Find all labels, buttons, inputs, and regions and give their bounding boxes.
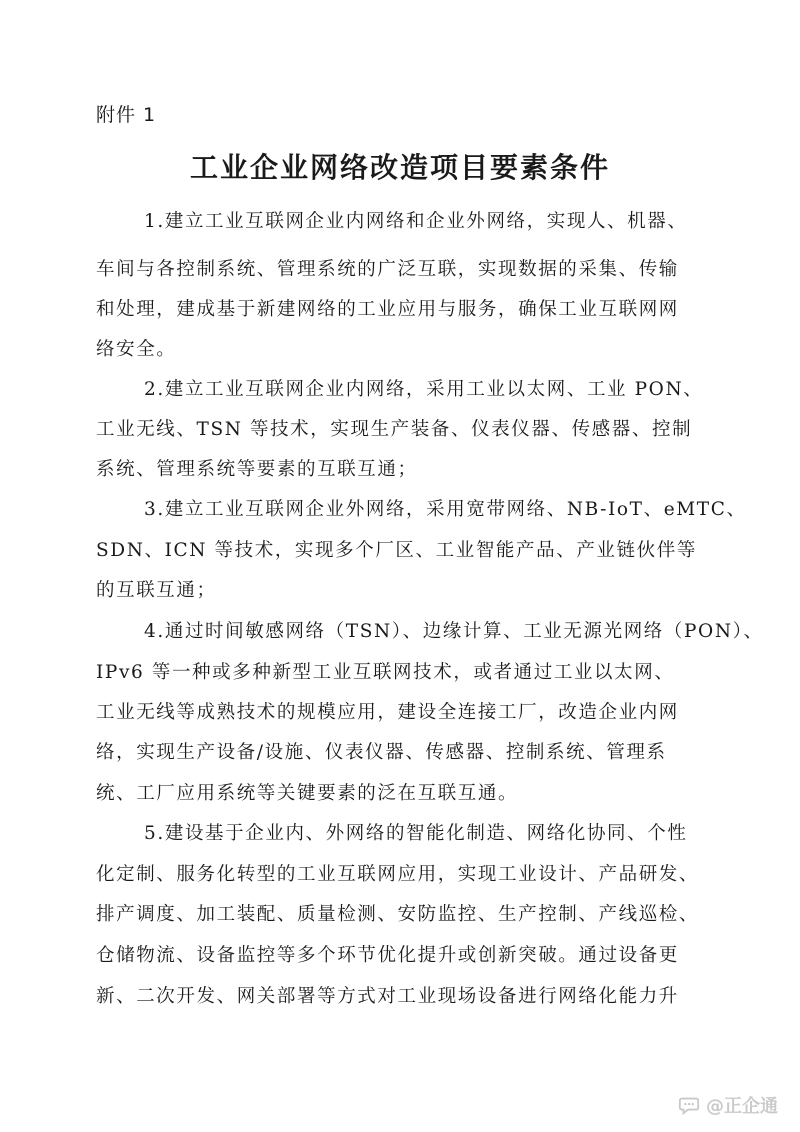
paragraph-4-line-1: 4.通过时间敏感网络（TSN）、边缘计算、工业无源光网络（PON）、 <box>144 621 764 642</box>
paragraph-4-line-4: 络，实现生产设备/设施、仪表仪器、传感器、控制系统、管理系 <box>96 742 667 763</box>
document-title: 工业企业网络改造项目要素条件 <box>189 151 610 184</box>
paragraph-5-line-1: 5.建设基于企业内、外网络的智能化制造、网络化协同、个性 <box>144 823 688 844</box>
paragraph-3-line-3: 的互联互通； <box>96 580 217 601</box>
paragraph-5-line-4: 仓储物流、设备监控等多个环节优化提升或创新突破。通过设备更 <box>96 945 679 966</box>
paragraph-4-line-5: 统、工厂应用系统等关键要素的泛在互联互通。 <box>96 783 519 804</box>
paragraph-4-line-3: 工业无线等成熟技术的规模应用，建设全连接工厂，改造企业内网 <box>96 702 679 723</box>
watermark-text: @正企通 <box>706 1096 778 1117</box>
paragraph-3-line-1: 3.建立工业互联网企业外网络，采用宽带网络、NB-IoT、eMTC、 <box>144 499 747 520</box>
paragraph-1-line-1: 1.建立工业互联网企业内网络和企业外网络，实现人、机器、 <box>144 211 688 232</box>
watermark <box>678 1092 778 1118</box>
chat-bubble-icon <box>678 1094 700 1116</box>
paragraph-4-line-2: IPv6 等一种或多种新型工业互联网技术，或者通过工业以太网、 <box>96 662 675 683</box>
paragraph-5-line-2: 化定制、服务化转型的工业互联网应用，实现工业设计、产品研发、 <box>96 864 700 885</box>
paragraph-5-line-5: 新、二次开发、网关部署等方式对工业现场设备进行网络化能力升 <box>96 986 679 1007</box>
paragraph-1-line-4: 络安全。 <box>96 339 177 360</box>
paragraph-2-line-3: 系统、管理系统等要素的互联互通； <box>96 459 418 480</box>
paragraph-1-line-3: 和处理，建成基于新建网络的工业应用与服务，确保工业互联网网 <box>96 299 679 320</box>
paragraph-3-line-2: SDN、ICN 等技术，实现多个厂区、工业智能产品、产业链伙伴等 <box>96 540 697 561</box>
attachment-label: 附件 1 <box>96 104 157 126</box>
paragraph-2-line-1: 2.建立工业互联网企业内网络，采用工业以太网、工业 PON、 <box>144 379 704 400</box>
paragraph-2-line-2: 工业无线、TSN 等技术，实现生产装备、仪表仪器、传感器、控制 <box>96 419 693 440</box>
paragraph-5-line-3: 排产调度、加工装配、质量检测、安防监控、生产控制、产线巡检、 <box>96 904 700 925</box>
paragraph-1-line-2: 车间与各控制系统、管理系统的广泛互联，实现数据的采集、传输 <box>96 259 679 280</box>
